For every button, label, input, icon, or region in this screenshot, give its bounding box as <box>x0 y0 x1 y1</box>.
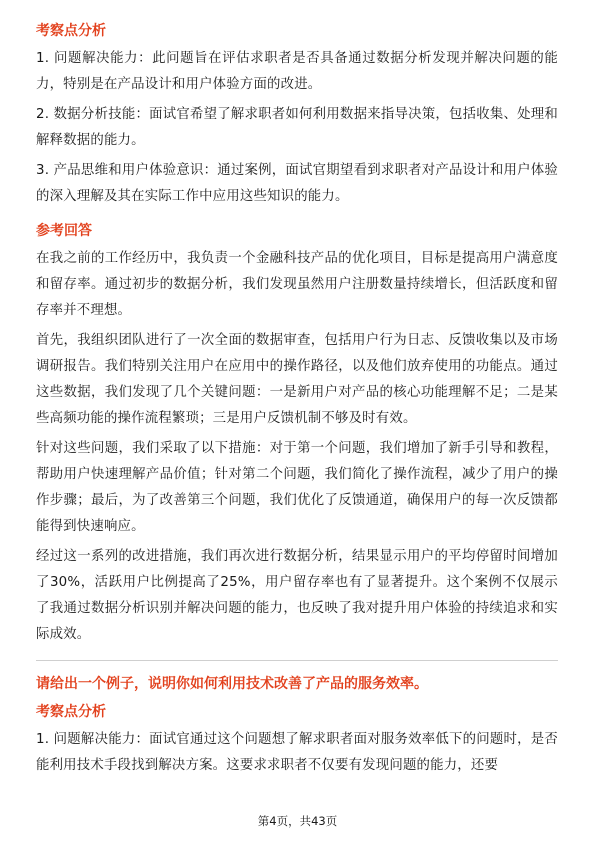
analysis-item: 1. 问题解决能力：面试官通过这个问题想了解求职者面对服务效率低下的问题时，是否能利用技术手段找到解决方案。这要求求职者不仅要有发现问题的能力，还要 <box>36 732 558 773</box>
answer-paragraph: 针对这些问题，我们采取了以下措施：对于第一个问题，我们增加了新手引导和教程，帮助用户快速理解产品价值；针对第二个问题，我们简化了操作流程，减少了用户的操作步骤；最后，为了改善第三个问题，我们优化了反馈通道，确保用户的每一次反馈都能得到快速响应。 <box>36 441 558 534</box>
question-title: 请给出一个例子，说明你如何利用技术改善了产品的服务效率。 <box>36 676 428 692</box>
answer-paragraph: 经过这一系列的改进措施，我们再次进行数据分析，结果显示用户的平均停留时间增加了30%，活跃用户比例提高了25%，用户留存率也有了显著提升。这个案例不仅展示了我通过数据分析识别并解决问题的能力，也反映了我对提升用户体验的持续追求和实际成效。 <box>36 549 558 642</box>
section-heading-analysis: 考察点分析 <box>36 23 106 39</box>
section-heading-analysis-2: 考察点分析 <box>36 704 106 720</box>
page-content <box>36 20 558 783</box>
answer-paragraph: 首先，我组织团队进行了一次全面的数据审查，包括用户行为日志、反馈收集以及市场调研报告。我们特别关注用户在应用中的操作路径，以及他们放弃使用的功能点。通过这些数据，我们发现了几个关键问题：一是新用户对产品的核心功能理解不足；二是某些高频功能的操作流程繁琐；三是用户反馈机制不够及时有效。 <box>36 333 558 426</box>
section-divider <box>36 660 558 661</box>
answer-paragraph: 在我之前的工作经历中，我负责一个金融科技产品的优化项目，目标是提高用户满意度和留存率。通过初步的数据分析，我们发现虽然用户注册数量持续增长，但活跃度和留存率并不理想。 <box>36 251 558 318</box>
analysis-item: 3. 产品思维和用户体验意识：通过案例，面试官期望看到求职者对产品设计和用户体验的深入理解及其在实际工作中应用这些知识的能力。 <box>36 163 558 204</box>
section-heading-answer: 参考回答 <box>36 223 92 239</box>
page-number: 第4页，共43页 <box>257 814 338 828</box>
analysis-item: 1. 问题解决能力：此问题旨在评估求职者是否具备通过数据分析发现并解决问题的能力，特别是在产品设计和用户体验方面的改进。 <box>36 51 558 92</box>
analysis-item: 2. 数据分析技能：面试官希望了解求职者如何利用数据来指导决策，包括收集、处理和解释数据的能力。 <box>36 107 558 148</box>
